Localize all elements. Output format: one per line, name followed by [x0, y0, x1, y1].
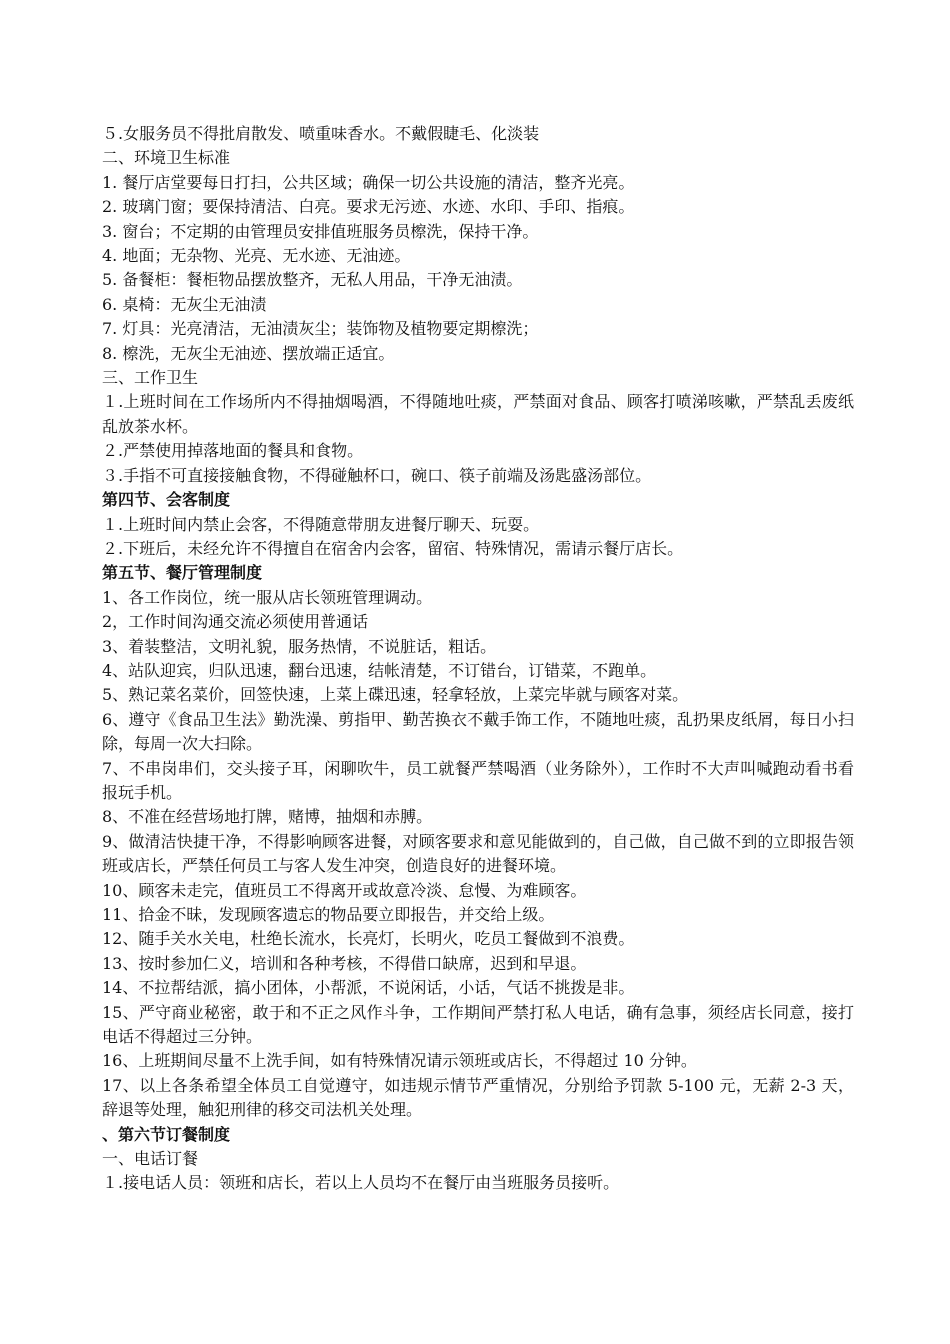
- text-line: 5、熟记菜名菜价，回签快速，上菜上碟迅速，轻拿轻放，上菜完毕就与顾客对菜。: [102, 685, 689, 705]
- text-line: 7. 灯具：光亮清洁，无油渍灰尘；装饰物及植物要定期檫洗；: [102, 319, 539, 339]
- section-heading: 、第六节订餐制度: [102, 1124, 231, 1144]
- text-line: 2，工作时间沟通交流必须使用普通话: [102, 612, 369, 632]
- text-line: 12、随手关水关电，杜绝长流水，长亮灯，长明火，吃员工餐做到不浪费。: [102, 929, 635, 949]
- document-page: [102, 122, 854, 1196]
- text-line: 3. 窗台；不定期的由管理员安排值班服务员檫洗，保持干净。: [102, 221, 539, 241]
- text-line: 4、站队迎宾，归队迅速，翻台迅速，结帐清楚，不订错台，订错菜，不跑单。: [102, 660, 657, 680]
- text-line: １.上班时间内禁止会客，不得随意带朋友进餐厅聊天、玩耍。: [102, 514, 540, 534]
- text-line: 10、顾客未走完，值班员工不得离开或故意冷淡、怠慢、为难顾客。: [102, 880, 587, 900]
- text-line: 1. 餐厅店堂要每日打扫，公共区域；确保一切公共设施的清洁，整齐光亮。: [102, 172, 635, 192]
- text-line: 8、不准在经营场地打牌，赌博，抽烟和赤膊。: [102, 807, 433, 827]
- text-line: 二、环境卫生标准: [102, 148, 231, 168]
- text-line: 14、不拉帮结派，搞小团体，小帮派，不说闲话，小话，气话不挑拨是非。: [102, 978, 635, 998]
- text-line: １.接电话人员：领班和店长，若以上人员均不在餐厅由当班服务员接听。: [102, 1173, 620, 1193]
- paragraph: 17、以上各条希望全体员工自觉遵守，如违规示情节严重情况，分别给予罚款 5-100 元，无薪 2-3 天，辞退等处理，触犯刑律的移交司法机关处理。: [102, 1075, 854, 1120]
- paragraph: 9、做清洁快捷干净，不得影响顾客进餐，对顾客要求和意见能做到的，自己做，自己做不到的立即报告领班或店长，严禁任何员工与客人发生冲突，创造良好的进餐环境。: [102, 831, 854, 876]
- paragraph: 15、严守商业秘密，敢于和不正之风作斗争，工作期间严禁打私人电话，确有急事，须经店长同意，接打电话不得超过三分钟。: [102, 1002, 854, 1047]
- section-heading: 第四节、会客制度: [102, 490, 231, 510]
- text-line: 5. 备餐柜：餐柜物品摆放整齐，无私人用品，干净无油渍。: [102, 270, 523, 290]
- text-line: ２.严禁使用掉落地面的餐具和食物。: [102, 441, 364, 461]
- text-line: 8. 檫洗，无灰尘无油迹、摆放端正适宜。: [102, 343, 395, 363]
- text-line: 6. 桌椅：无灰尘无油渍: [102, 294, 267, 314]
- text-line: ５.女服务员不得批肩散发、喷重味香水。不戴假睫毛、化淡装: [102, 124, 540, 143]
- section-heading: 第五节、餐厅管理制度: [102, 563, 263, 583]
- paragraph: １.上班时间在工作场所内不得抽烟喝酒，不得随地吐痰，严禁面对食品、顾客打喷涕咳嗽，严禁乱丢废纸乱放茶水杯。: [102, 392, 854, 436]
- text-line: ２.下班后，未经允许不得擅自在宿舍内会客，留宿、特殊情况，需请示餐厅店长。: [102, 538, 684, 558]
- paragraph: 6、遵守《食品卫生法》勤洗澡、剪指甲、勤苦换衣不戴手饰工作，不随地吐痰，乱扔果皮纸屑，每日小扫除，每周一次大扫除。: [102, 709, 854, 754]
- text-line: 1、各工作岗位，统一服从店长领班管理调动。: [102, 587, 433, 607]
- text-line: 4. 地面；无杂物、光亮、无水迹、无油迹。: [102, 246, 411, 266]
- text-line: 三、工作卫生: [102, 368, 199, 388]
- text-line: 2. 玻璃门窗；要保持清洁、白亮。要求无污迹、水迹、水印、手印、指痕。: [102, 197, 635, 217]
- text-line: 一、电话订餐: [102, 1149, 199, 1169]
- text-line: 13、按时参加仁义，培训和各种考核，不得借口缺席，迟到和早退。: [102, 953, 587, 973]
- paragraph: 7、不串岗串们，交头接子耳，闲聊吹牛，员工就餐严禁喝酒（业务除外），工作时不大声叫喊跑动看书看报玩手机。: [102, 758, 854, 802]
- text-line: 3、着装整洁，文明礼貌，服务热情，不说脏话，粗话。: [102, 636, 497, 656]
- text-line: 16、上班期间尽量不上洗手间，如有特殊情况请示领班或店长，不得超过 10 分钟。: [102, 1051, 697, 1071]
- text-line: 11、拾金不昧，发现顾客遗忘的物品要立即报告，并交给上级。: [102, 905, 555, 924]
- text-line: ３.手指不可直接接触食物，不得碰触杯口，碗口、筷子前端及汤匙盛汤部位。: [102, 465, 652, 485]
